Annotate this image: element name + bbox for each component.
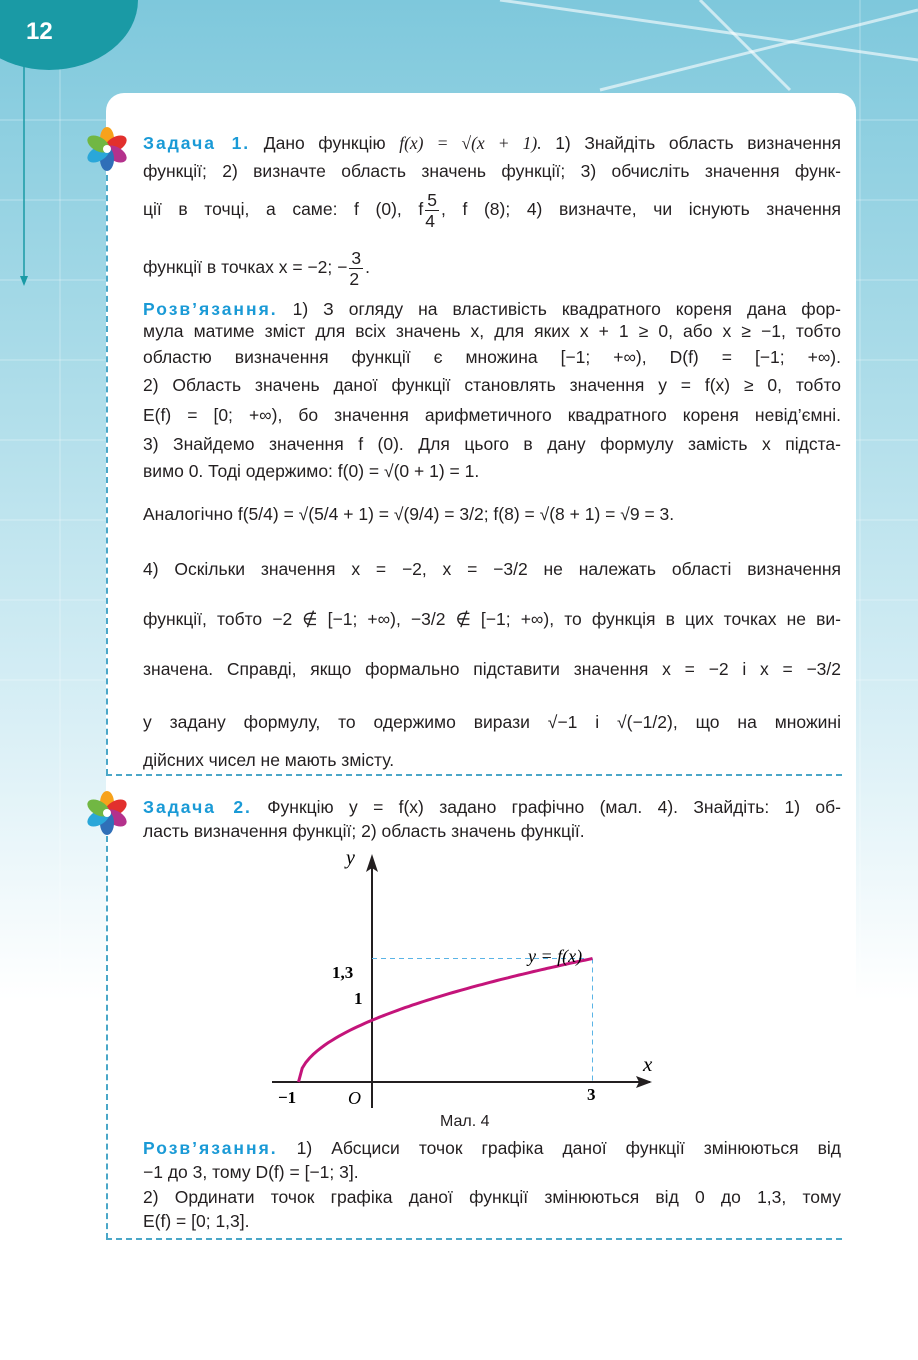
page-number: 12	[26, 18, 53, 45]
x-tick-3: 3	[587, 1085, 596, 1104]
task1-heading: Задача 1.	[143, 133, 251, 153]
function-graph	[260, 840, 680, 1110]
solution1-heading: Розв’язання.	[143, 299, 278, 319]
solution1-line-8: Аналогічно f(5/4) = √(5/4 + 1) = √(9/4) = 3/2; f(8) = √(8 + 1) = √9 = 3.	[143, 504, 675, 524]
solution1-line-6: 3) Знайдемо значення f (0). Для цього в дану формулу замість x підста-	[143, 434, 841, 454]
solution2-line-4: E(f) = [0; 1,3].	[143, 1211, 250, 1231]
y-axis-label: y	[346, 847, 355, 869]
x-axis-label: x	[643, 1052, 653, 1076]
fraction: $\frac{3}{2}$	[349, 247, 362, 289]
solution1-line-1: Розв’язання. 1) З огляду на властивість квадратного кореня дана фор-	[143, 299, 841, 319]
task-flower-icon	[84, 126, 130, 172]
task2-heading: Задача 2.	[143, 797, 252, 817]
origin-label: O	[348, 1088, 361, 1108]
margin-arrow	[20, 40, 30, 290]
solution1-line-12: у задану формулу, то одержимо вирази √−1 і √(−1/2), що на множині	[143, 712, 841, 732]
task1-line-4: функції в точках x = −2; − $\frac{3}{2}$ .	[143, 247, 370, 289]
solution2-line-2: −1 до 3, тому D(f) = [−1; 3].	[143, 1162, 359, 1182]
solution2-heading: Розв’язання.	[143, 1138, 278, 1158]
task1-line-3: ції в точці, а саме: f (0), f $\frac{5}{4}$ , f (8); 4) визначте, чи існують значення	[143, 189, 841, 231]
solution2-line-1: Розв’язання. 1) Абсциси точок графіка даної функції змінюються від	[143, 1138, 841, 1158]
task2-line-2: ласть визначення функції; 2) область значень функції.	[143, 821, 585, 841]
curve-label: y = f(x)	[528, 946, 583, 966]
separator	[106, 1238, 842, 1240]
task1-line-2: функції; 2) визначте область значень функції; 3) обчисліть значення функ-	[143, 161, 841, 181]
task-flower-icon	[84, 790, 130, 836]
solution1-line-13: дійсних чисел не мають змісту.	[143, 750, 395, 770]
task1-line-1: Задача 1. Дано функцію f(x) = √(x + 1). 1) Знайдіть область визначення	[143, 133, 841, 153]
task1-left-border	[106, 175, 108, 775]
task2-line-1: Задача 2. Функцію y = f(x) задано графічно (мал. 4). Знайдіть: 1) об-	[143, 797, 841, 817]
solution1-line-9: 4) Оскільки значення x = −2, x = −3/2 не належать області визначення	[143, 559, 841, 579]
separator	[106, 774, 842, 776]
y-tick-1: 1	[354, 989, 363, 1008]
solution1-line-2: мула матиме зміст для всіх значень x, для яких x + 1 ≥ 0, або x ≥ −1, тобто	[143, 321, 841, 341]
task2-left-border	[106, 836, 108, 1239]
solution2-line-3: 2) Ординати точок графіка даної функції змінюються від 0 до 1,3, тому	[143, 1187, 841, 1207]
solution1-line-3: областю визначення функції є множина [−1; +∞), D(f) = [−1; +∞).	[143, 347, 841, 367]
x-tick-minus-1: −1	[278, 1088, 297, 1107]
solution1-line-5: E(f) = [0; +∞), бо значення арифметичного квадратного кореня невід’ємні.	[143, 405, 841, 425]
figure-caption: Мал. 4	[440, 1113, 490, 1130]
fraction: $\frac{5}{4}$	[425, 189, 437, 231]
solution1-line-11: значена. Справді, якщо формально підставити значення x = −2 і x = −3/2	[143, 659, 841, 679]
solution1-line-4: 2) Область значень даної функції становлять значення y = f(x) ≥ 0, тобто	[143, 375, 841, 395]
y-tick-1-3: 1,3	[332, 963, 354, 982]
solution1-line-10: функції, тобто −2 ∉ [−1; +∞), −3/2 ∉ [−1; +∞), то функція в цих точках не ви-	[143, 609, 841, 629]
solution1-line-7: вимо 0. Тоді одержимо: f(0) = √(0 + 1) = 1.	[143, 461, 480, 481]
